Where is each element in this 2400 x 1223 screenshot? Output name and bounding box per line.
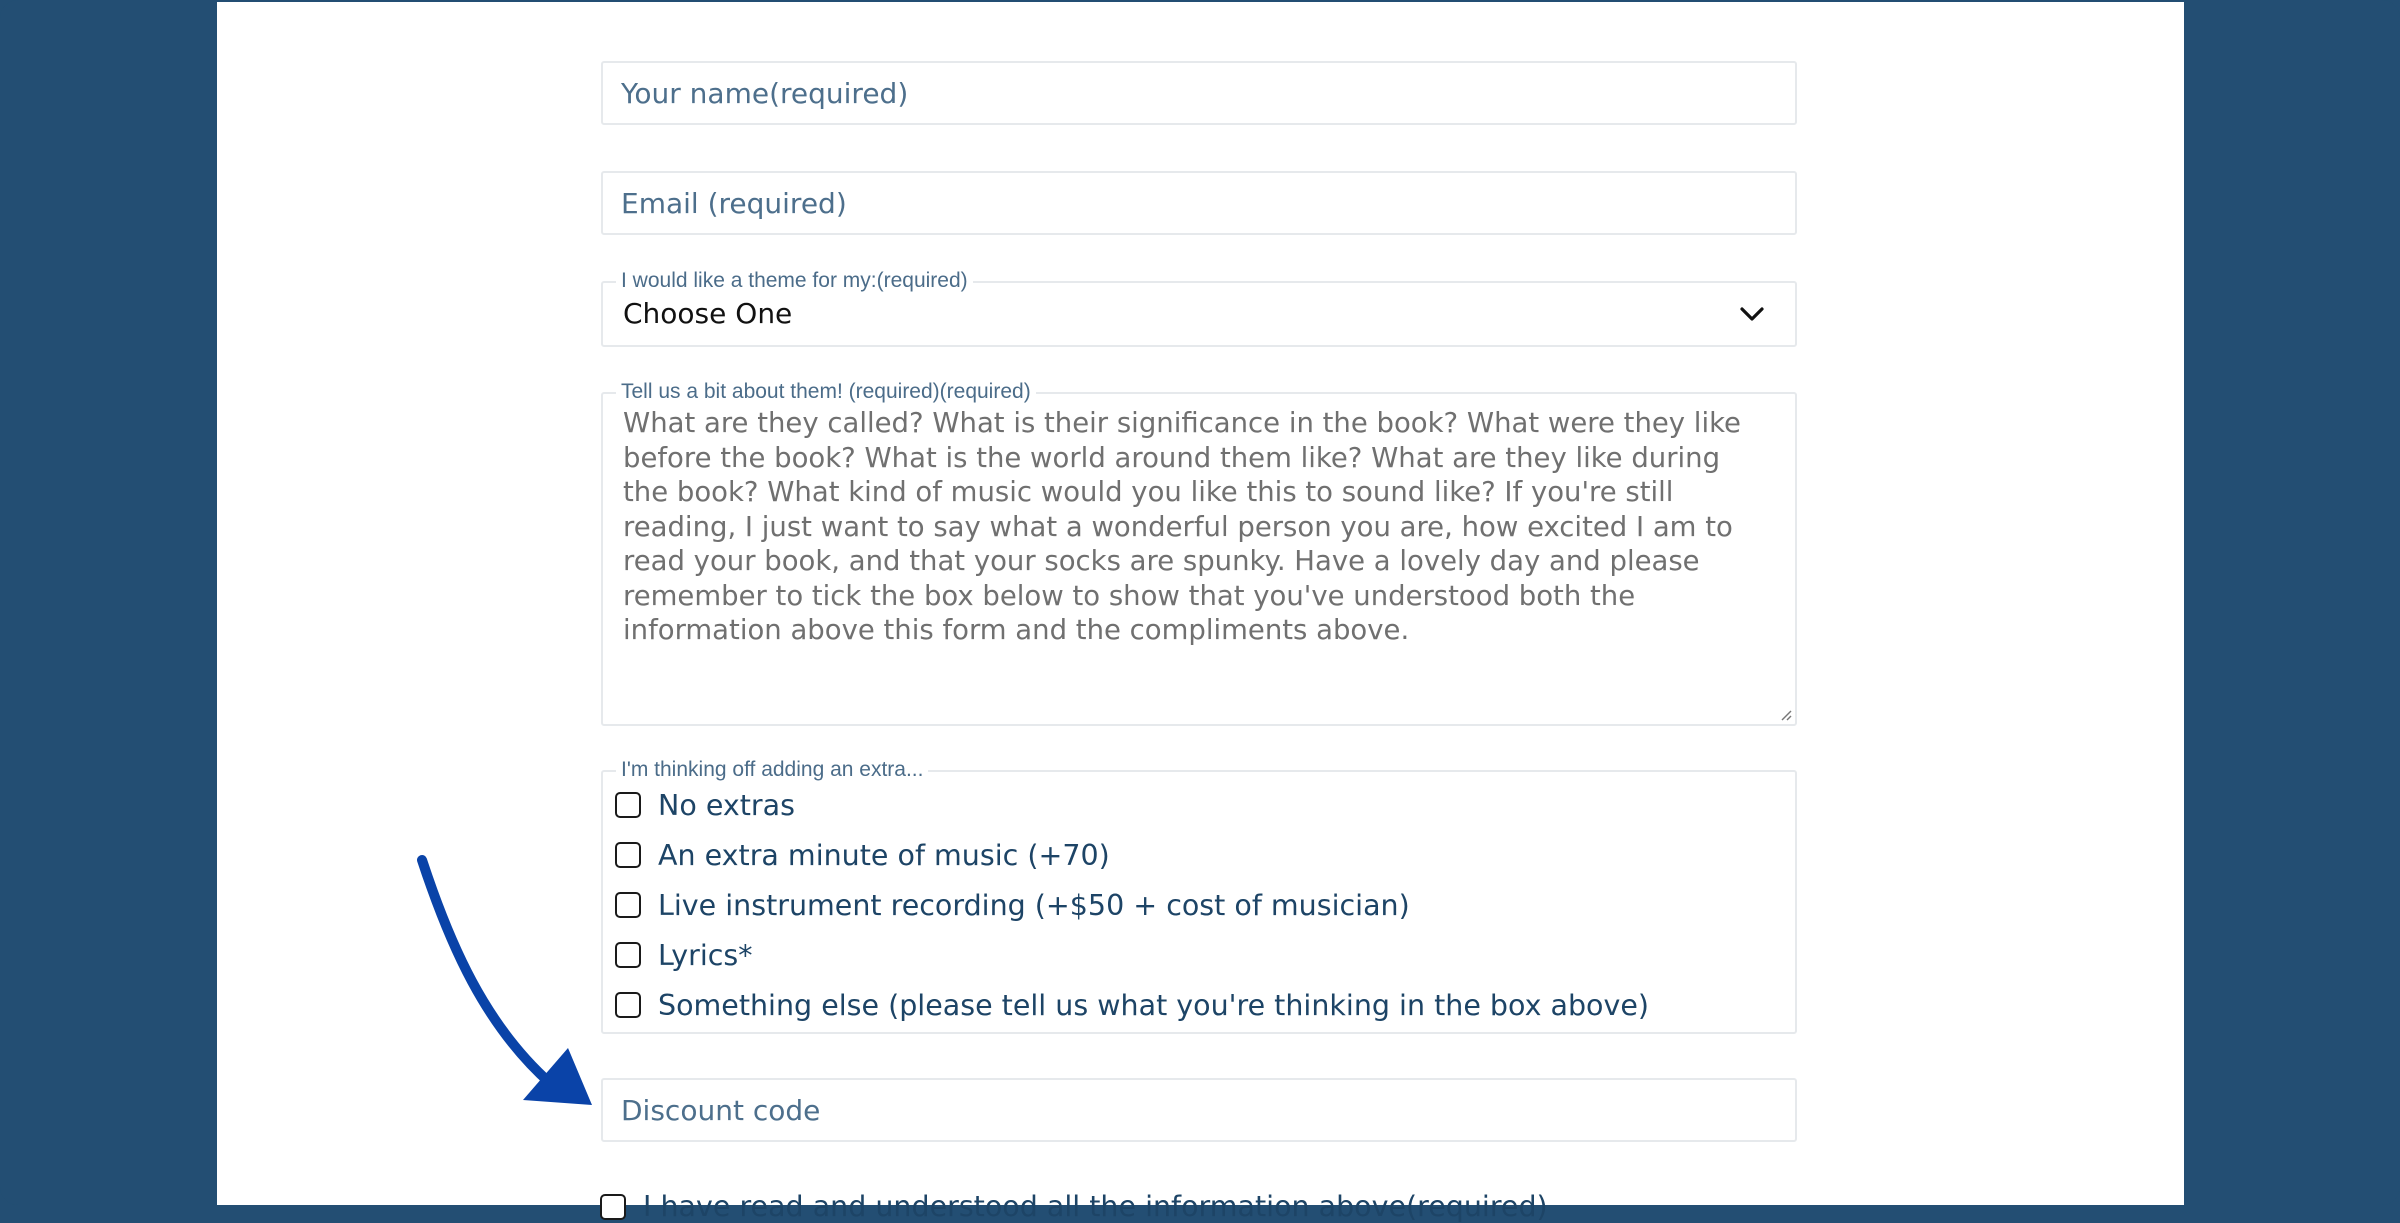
- checkbox[interactable]: [615, 842, 641, 868]
- resize-handle-icon[interactable]: [1780, 709, 1792, 721]
- email-input[interactable]: [603, 173, 1795, 233]
- agree-row[interactable]: [600, 1190, 1548, 1223]
- discount-input[interactable]: [603, 1080, 1795, 1140]
- about-textarea-placeholder: What are they called? What is their significance in the book? What were they like before the book? What is the world around them like? What are they like during the book? What kind of music would you like this to sound like? If you're still reading, I just want to say what a wonderful person you are, how excited I am to read your book, and that your socks are spunky. Have a lovely day and please remember to tick the box below to show that you've understood both the information above this form and the compliments above.: [623, 407, 1741, 646]
- extra-option-label: Lyrics*: [658, 938, 753, 972]
- extra-option-label: An extra minute of music (+70): [658, 838, 1110, 872]
- extra-option-live-instrument[interactable]: [615, 887, 1410, 923]
- about-textarea[interactable]: [601, 380, 1797, 726]
- extra-option-extra-minute[interactable]: [615, 837, 1110, 873]
- theme-select[interactable]: [601, 269, 1797, 347]
- checkbox[interactable]: [615, 792, 641, 818]
- checkbox[interactable]: [615, 992, 641, 1018]
- extra-option-something-else[interactable]: [615, 987, 1649, 1023]
- checkbox[interactable]: [615, 892, 641, 918]
- agree-checkbox[interactable]: [600, 1194, 626, 1220]
- theme-select-label: I would like a theme for my:(required): [616, 270, 973, 292]
- name-field[interactable]: [601, 61, 1797, 125]
- extra-option-label: No extras: [658, 788, 795, 822]
- extra-option-no-extras[interactable]: [615, 787, 795, 823]
- arrow-icon: [400, 850, 600, 1110]
- extra-option-lyrics[interactable]: [615, 937, 753, 973]
- about-textarea-label: Tell us a bit about them! (required)(required): [616, 381, 1036, 403]
- discount-field[interactable]: [601, 1078, 1797, 1142]
- checkbox[interactable]: [615, 942, 641, 968]
- extra-option-label: Live instrument recording (+$50 + cost of musician): [658, 888, 1410, 922]
- extras-group-label: I'm thinking off adding an extra...: [616, 759, 928, 781]
- extras-group: [601, 758, 1797, 1034]
- name-input[interactable]: [603, 63, 1795, 123]
- agree-label: I have read and understood all the information above(required): [643, 1190, 1548, 1223]
- email-field[interactable]: [601, 171, 1797, 235]
- extra-option-label: Something else (please tell us what you're thinking in the box above): [658, 988, 1650, 1022]
- theme-select-value: Choose One: [623, 297, 793, 330]
- chevron-down-icon[interactable]: [1739, 301, 1765, 327]
